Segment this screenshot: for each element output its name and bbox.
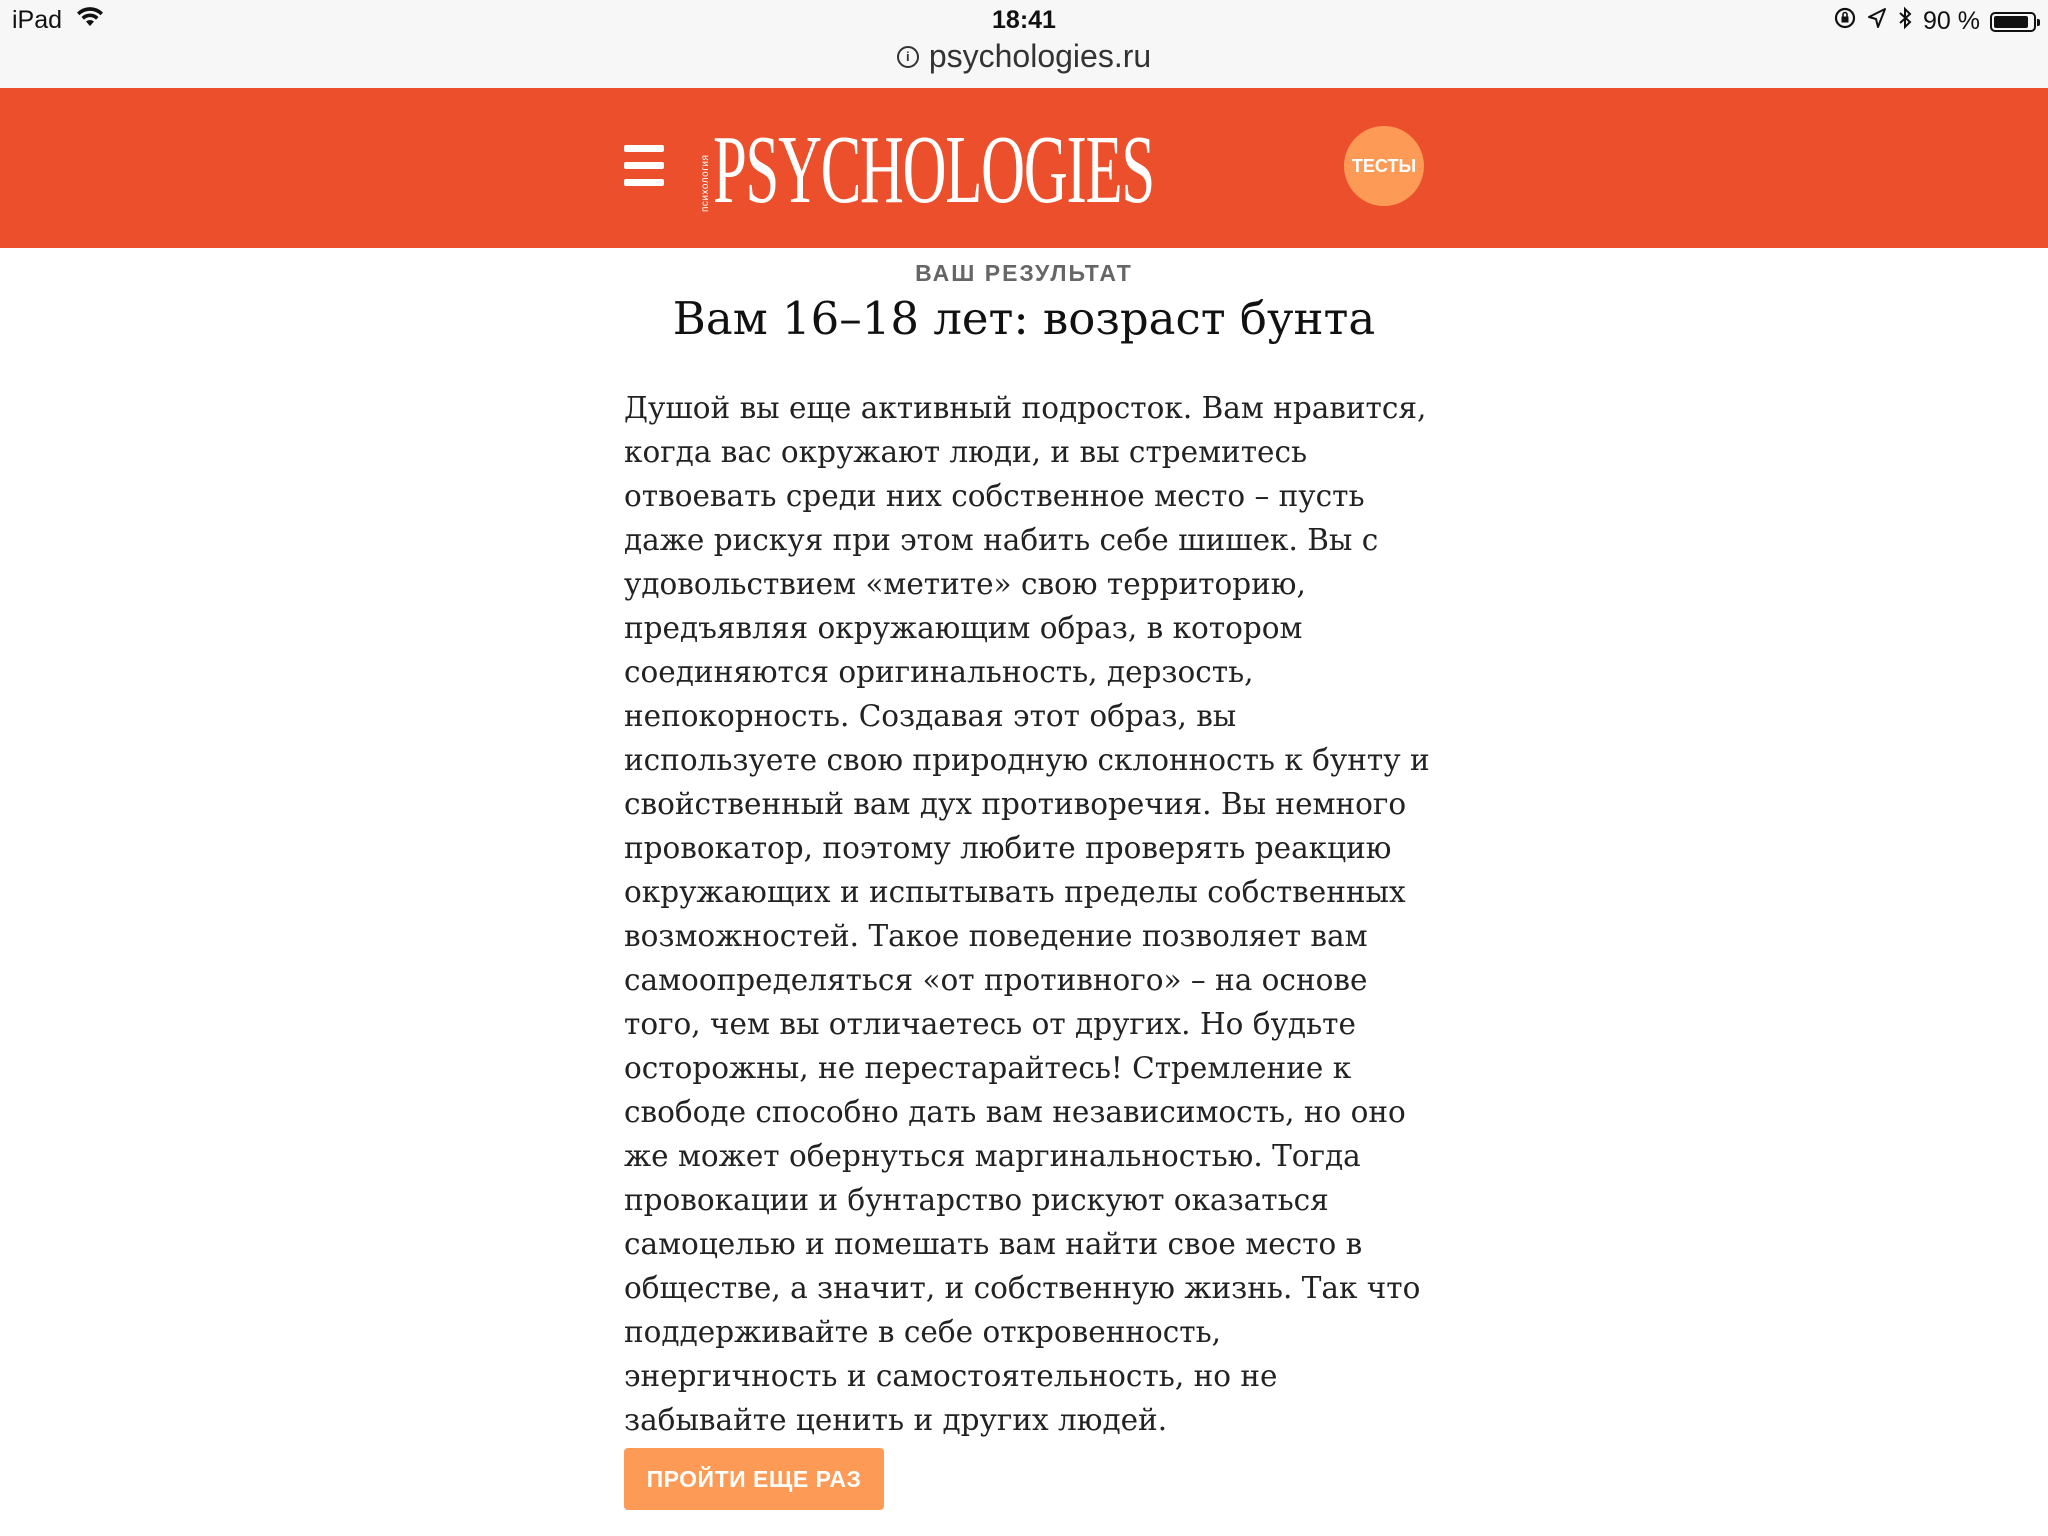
logo-subtitle: психология — [700, 154, 711, 212]
tests-button[interactable]: ТЕСТЫ — [1344, 126, 1424, 206]
device-label: iPad — [12, 6, 63, 34]
status-right — [1833, 6, 2036, 37]
address-bar[interactable] — [0, 38, 2048, 75]
result-description: Душой вы еще активный подросток. Вам нравится, когда вас окружают люди, и вы стремитесь отвоевать среди них собственное место – пусть даже рискуя при этом набить себе шишек. Вы с удовольствием «метите» свою территорию, предъявляя окружающим образ, в котором соединяются оригинальность, дерзость, непокорность. Создавая этот образ, вы используете свою природную склонность к бунту и свойственный вам дух противоречия. Вы немного провокатор, поэтому любите проверять реакцию окружающих и испытывать пределы собственных возможностей. Такое поведение позволяет вам самоопределяться «от противного» – на основе того, чем вы отличаетесь от других. Но будьте осторожны, не перестарайтесь! Стремление к свободе способно дать вам независимость, но оно же может обернуться маргинальностью. Тогда провокации и бунтарство рискуют оказаться самоцелью и помешать вам найти свое место в обществе, а значит, и собственную жизнь. Так что поддерживайте в себе откровенность, энергичность и самостоятельность, но не забывайте ценить и других людей. — [624, 391, 1430, 1437]
url-text: psychologies.ru — [928, 38, 1152, 74]
battery-percent: 90 % — [1923, 7, 1980, 35]
result-title: Вам 16–18 лет: возраст бунта — [672, 292, 1376, 345]
battery-icon — [1990, 12, 2036, 32]
result-kicker: ВАШ РЕЗУЛЬТАТ — [915, 260, 1133, 286]
location-icon — [1867, 7, 1887, 36]
status-bar — [0, 0, 2048, 88]
battery-fill — [1994, 16, 2028, 28]
battery-nub — [2037, 19, 2040, 26]
menu-icon[interactable] — [624, 145, 664, 187]
orientation-lock-icon — [1833, 6, 1857, 37]
retry-button[interactable]: ПРОЙТИ ЕЩЕ РАЗ — [624, 1448, 884, 1510]
site-header — [0, 88, 2048, 248]
info-icon[interactable]: i — [897, 46, 919, 68]
bluetooth-icon — [1897, 6, 1913, 37]
site-logo[interactable] — [700, 116, 1424, 224]
clock: 18:41 — [992, 6, 1056, 34]
logo-text: PSYCHOLOGIES — [713, 116, 1154, 224]
